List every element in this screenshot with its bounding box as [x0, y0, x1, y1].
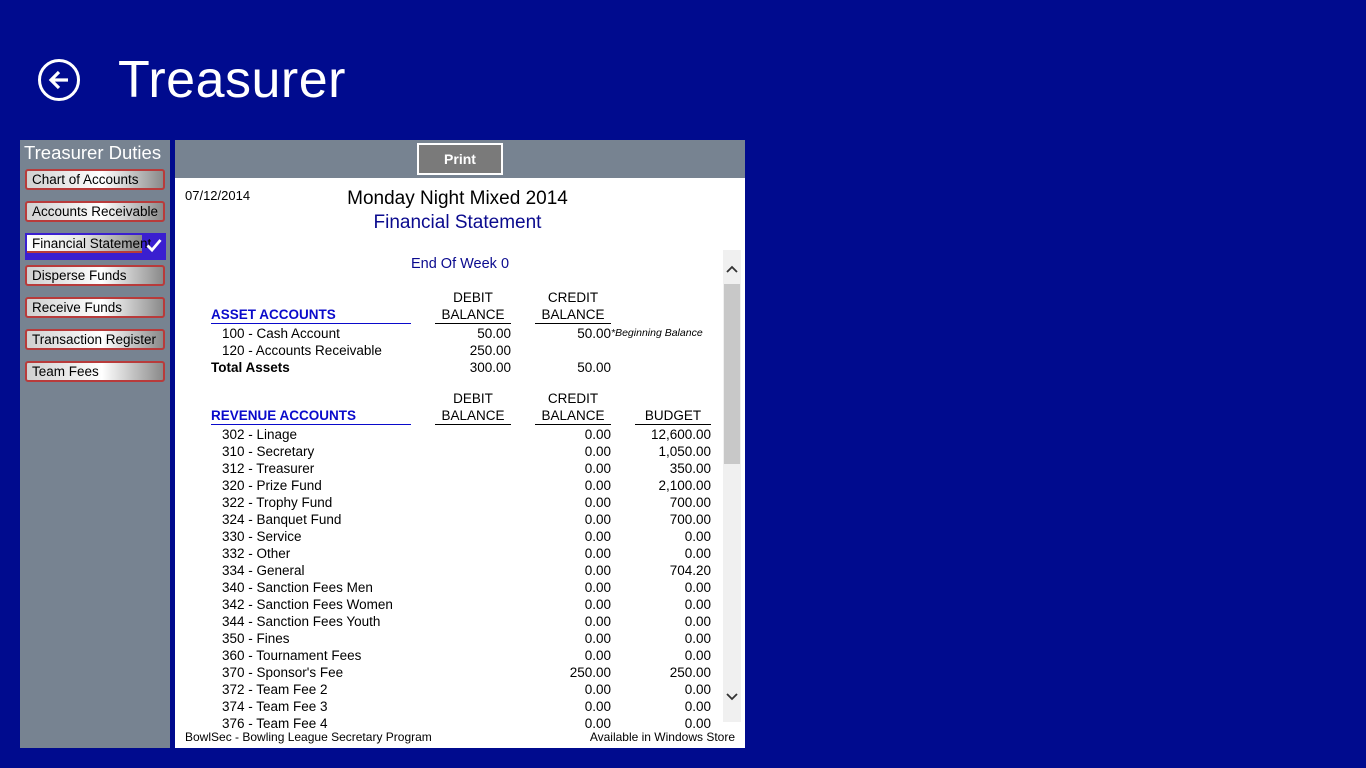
duty-receive-funds[interactable]: Receive Funds: [25, 297, 165, 318]
checkmark-icon: [146, 238, 162, 252]
table-row: 374 - Team Fee 3 0.00 0.00: [222, 699, 711, 714]
table-row: 350 - Fines 0.00 0.00: [222, 631, 711, 646]
table-row: 320 - Prize Fund 0.00 2,100.00: [222, 478, 711, 493]
table-row: 334 - General 0.00 704.20: [222, 563, 711, 578]
duty-team-fees[interactable]: Team Fees: [25, 361, 165, 382]
duty-chart-of-accounts[interactable]: Chart of Accounts: [25, 169, 165, 190]
arrow-left-icon: [48, 69, 70, 91]
chevron-up-icon[interactable]: [726, 264, 738, 274]
vertical-scrollbar[interactable]: [723, 250, 741, 722]
table-row: 342 - Sanction Fees Women 0.00 0.00: [222, 597, 711, 612]
chevron-down-icon[interactable]: [726, 692, 738, 702]
revenue-credit-header: CREDIT BALANCE: [535, 390, 611, 425]
report-scroll-area[interactable]: [175, 250, 723, 731]
table-row: 372 - Team Fee 2 0.00 0.00: [222, 682, 711, 697]
table-row: 330 - Service 0.00 0.00: [222, 529, 711, 544]
table-row: 340 - Sanction Fees Men 0.00 0.00: [222, 580, 711, 595]
table-row: 376 - Team Fee 4 0.00 0.00: [222, 716, 711, 731]
duty-financial-statement-label: Financial Statement: [27, 235, 142, 253]
duty-transaction-register[interactable]: Transaction Register: [25, 329, 165, 350]
statement-title: Financial Statement: [373, 212, 542, 233]
revenue-debit-header: DEBIT BALANCE: [435, 390, 511, 425]
duty-accounts-receivable[interactable]: Accounts Receivable: [25, 201, 165, 222]
table-row: 312 - Treasurer 0.00 350.00: [222, 461, 711, 476]
total-assets-row: Total Assets 300.00 50.00: [211, 360, 611, 375]
table-row: 332 - Other 0.00 0.00: [222, 546, 711, 561]
table-row: 360 - Tournament Fees 0.00 0.00: [222, 648, 711, 663]
duty-disperse-funds[interactable]: Disperse Funds: [25, 265, 165, 286]
table-row: 302 - Linage 0.00 12,600.00: [222, 427, 711, 442]
scroll-thumb[interactable]: [724, 284, 740, 464]
table-row: 120 - Accounts Receivable 250.00: [222, 343, 511, 358]
report-date: 07/12/2014: [185, 188, 251, 203]
beginning-balance-note: *Beginning Balance: [611, 327, 703, 339]
asset-accounts-heading: ASSET ACCOUNTS: [211, 306, 411, 324]
revenue-budget-header: BUDGET: [635, 407, 711, 425]
back-button[interactable]: [38, 59, 80, 101]
asset-debit-header: DEBIT BALANCE: [435, 289, 511, 324]
revenue-accounts-heading: REVENUE ACCOUNTS: [211, 407, 411, 425]
page-title: Treasurer: [118, 51, 346, 109]
treasurer-duties-sidebar: [20, 140, 170, 748]
report-toolbar: [175, 140, 745, 178]
footer-store-note: Available in Windows Store: [589, 730, 735, 744]
sidebar-title: Treasurer Duties: [24, 142, 162, 163]
table-row: 324 - Banquet Fund 0.00 700.00: [222, 512, 711, 527]
league-name: Monday Night Mixed 2014: [347, 188, 568, 209]
duty-financial-statement[interactable]: [25, 233, 166, 260]
table-row: 100 - Cash Account 50.00 50.00 *Beginning Balance: [222, 326, 703, 341]
table-row: 310 - Secretary 0.00 1,050.00: [222, 444, 711, 459]
report-panel: [175, 140, 745, 748]
table-row: 370 - Sponsor's Fee 250.00 250.00: [222, 665, 711, 680]
footer-program-name: BowlSec - Bowling League Secretary Program: [185, 730, 432, 744]
table-row: 322 - Trophy Fund 0.00 700.00: [222, 495, 711, 510]
asset-credit-header: CREDIT BALANCE: [535, 289, 611, 324]
print-button[interactable]: Print: [417, 143, 503, 175]
table-row: 344 - Sanction Fees Youth 0.00 0.00: [222, 614, 711, 629]
report-period: End Of Week 0: [410, 256, 510, 272]
